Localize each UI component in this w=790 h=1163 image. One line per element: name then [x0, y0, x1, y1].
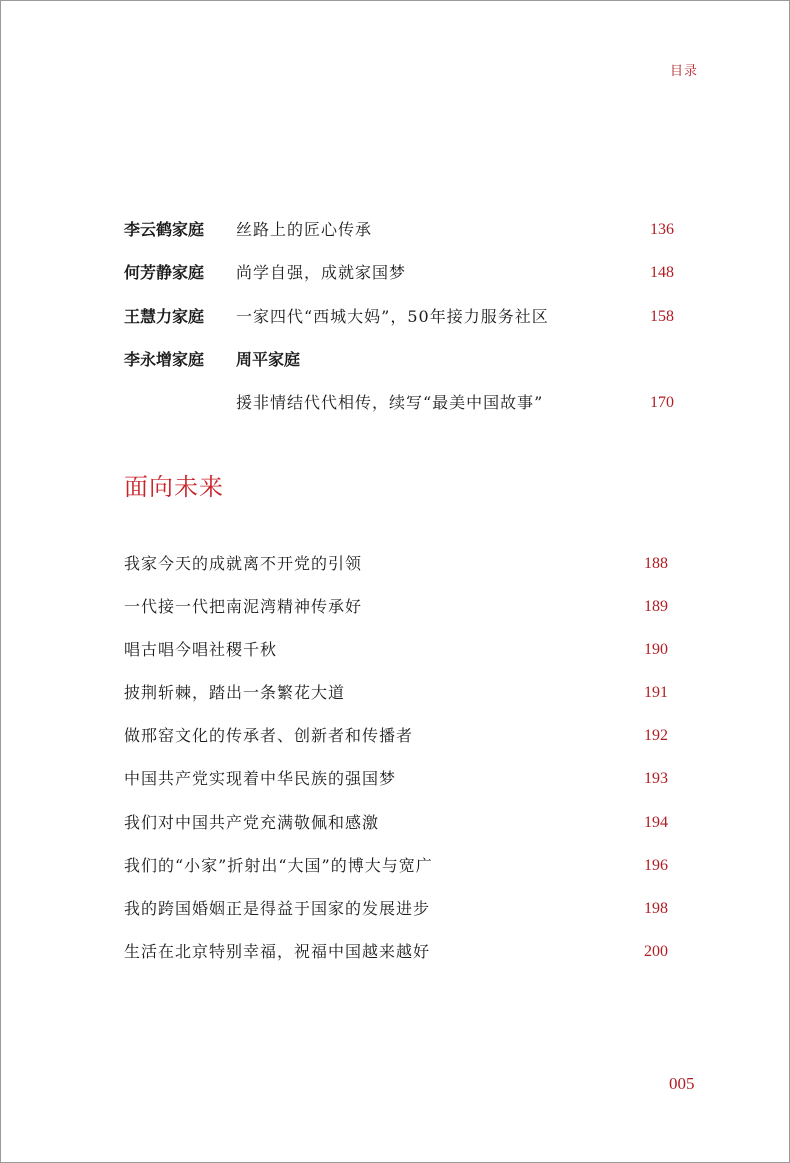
toc-entry[interactable] [124, 897, 668, 921]
toc-entry[interactable] [124, 681, 668, 705]
co-family-name: 周平家庭 [236, 350, 301, 369]
toc-family-entry-names[interactable] [124, 348, 674, 372]
entry-title: 尚学自强，成就家国梦 [236, 263, 407, 282]
entry-page-number: 191 [644, 684, 668, 701]
entry-page-number: 170 [650, 394, 674, 411]
folio-page-number: 005 [669, 1074, 695, 1093]
entry-page-number: 200 [644, 943, 668, 960]
entry-title: 我的跨国婚姻正是得益于国家的发展进步 [124, 899, 431, 918]
toc-family-entry-title-line[interactable] [124, 391, 674, 415]
entry-title: 援非情结代代相传，续写“最美中国故事” [236, 393, 544, 412]
toc-entry[interactable] [124, 595, 668, 619]
family-name: 李永增家庭 [124, 350, 205, 369]
entry-title: 丝路上的匠心传承 [236, 220, 373, 239]
toc-entry[interactable] [124, 552, 668, 576]
entry-page-number: 196 [644, 857, 668, 874]
entry-page-number: 193 [644, 770, 668, 787]
toc-entry[interactable] [124, 724, 668, 748]
entry-page-number: 192 [644, 727, 668, 744]
entry-title: 我们对中国共产党充满敬佩和感激 [124, 813, 380, 832]
section-heading: 面向未来 [124, 473, 224, 501]
running-header: 目录 [670, 64, 699, 79]
toc-entry[interactable] [124, 638, 668, 662]
entry-page-number: 188 [644, 555, 668, 572]
entry-title: 一家四代“西城大妈”，50年接力服务社区 [236, 307, 549, 326]
entry-page-number: 158 [650, 308, 674, 325]
toc-family-entry[interactable] [124, 218, 674, 242]
entry-title: 我们的“小家”折射出“大国”的博大与宽广 [124, 856, 433, 875]
family-name: 李云鹤家庭 [124, 220, 205, 239]
entry-title: 生活在北京特别幸福，祝福中国越来越好 [124, 942, 431, 961]
entry-title: 做邢窑文化的传承者、创新者和传播者 [124, 726, 414, 745]
entry-title: 披荆斩棘，踏出一条繁花大道 [124, 683, 346, 702]
entry-title: 一代接一代把南泥湾精神传承好 [124, 597, 363, 616]
family-name: 何芳静家庭 [124, 263, 205, 282]
entry-title: 我家今天的成就离不开党的引领 [124, 554, 363, 573]
family-name: 王慧力家庭 [124, 307, 205, 326]
entry-title: 唱古唱今唱社稷千秋 [124, 640, 278, 659]
toc-entry[interactable] [124, 854, 668, 878]
toc-family-entry[interactable] [124, 305, 674, 329]
entry-page-number: 148 [650, 264, 674, 281]
toc-family-entry[interactable] [124, 261, 674, 285]
entry-title: 中国共产党实现着中华民族的强国梦 [124, 769, 397, 788]
entry-page-number: 194 [644, 814, 668, 831]
entry-page-number: 198 [644, 900, 668, 917]
entry-page-number: 136 [650, 221, 674, 238]
toc-entry[interactable] [124, 767, 668, 791]
toc-entry[interactable] [124, 811, 668, 835]
entry-page-number: 190 [644, 641, 668, 658]
entry-page-number: 189 [644, 598, 668, 615]
toc-entry[interactable] [124, 940, 668, 964]
